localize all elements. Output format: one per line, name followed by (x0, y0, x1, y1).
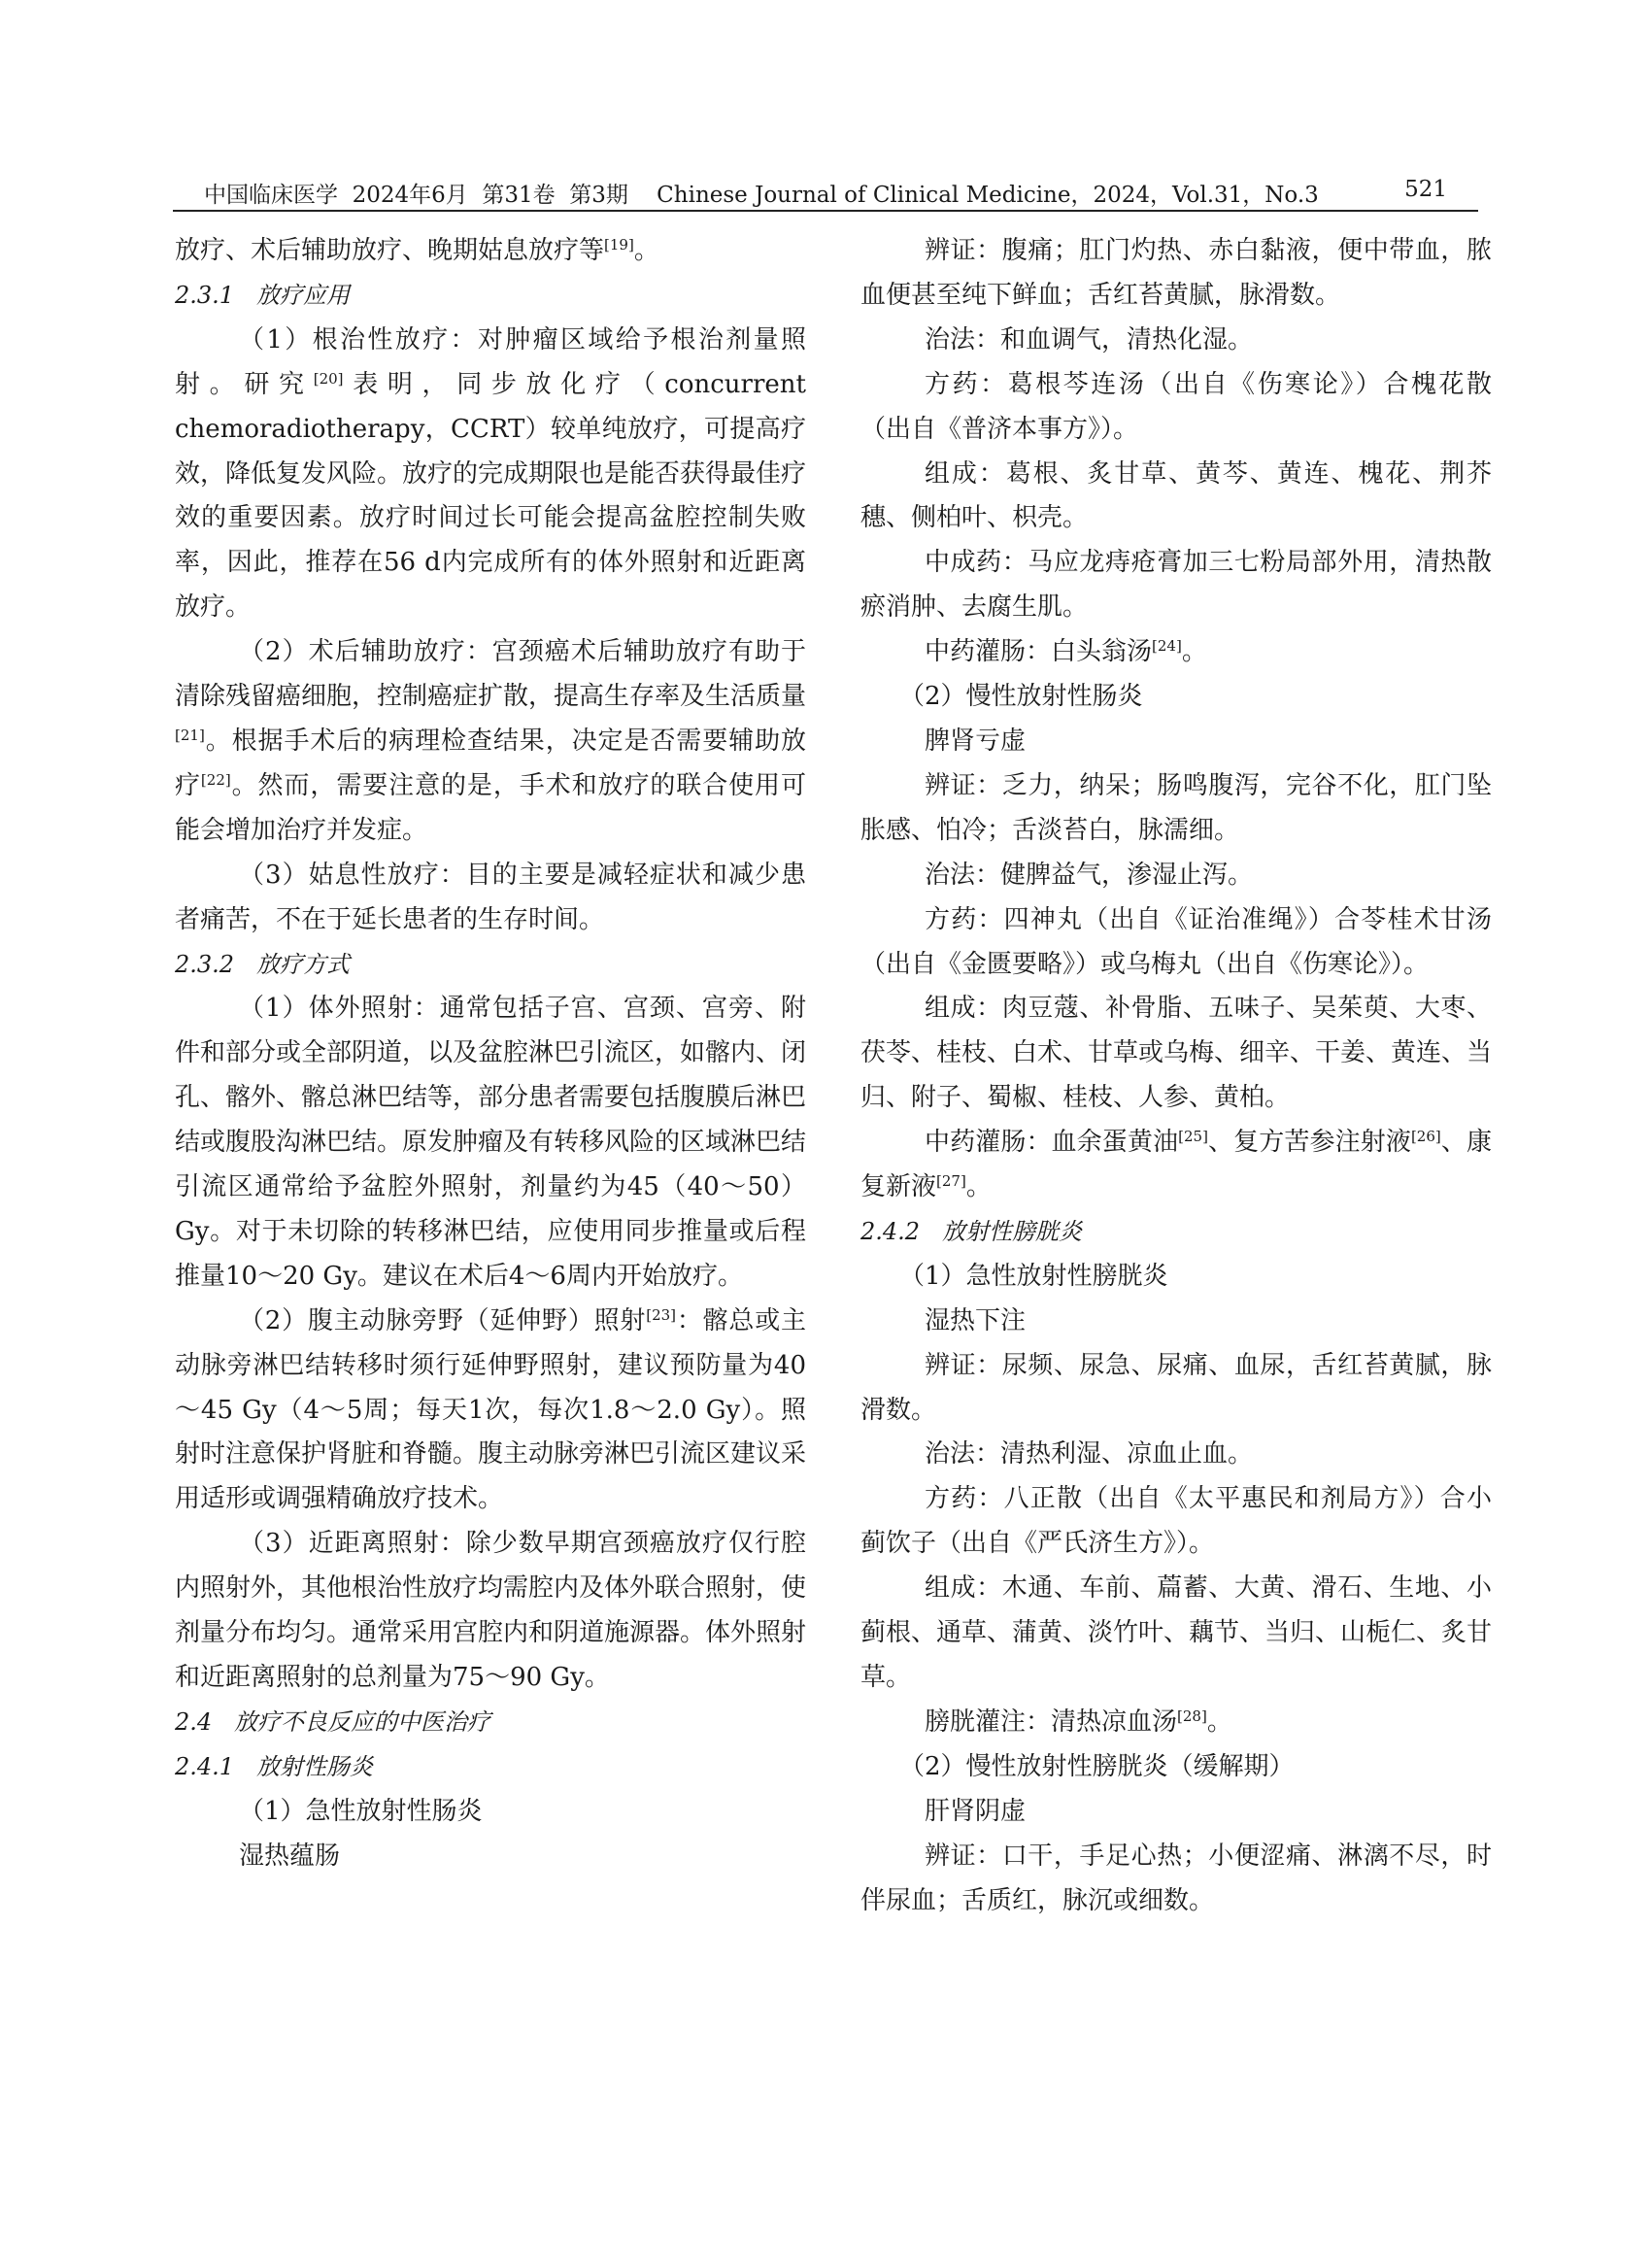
paragraph-text: 方药：葛根芩连汤（出自《伤寒论》）合槐花散（出自《普济本事方》）。 (860, 369, 1492, 444)
citation-ref: [23] (646, 1305, 677, 1324)
paragraph-text: （2）慢性放射性肠炎 (899, 682, 1143, 712)
paragraph-text: 方药：八正散（出自《太平惠民和剂局方》）合小蓟饮子（出自《严氏济生方》）。 (860, 1484, 1492, 1559)
paragraph-text: （2）慢性放射性膀胱炎（缓解期） (899, 1751, 1295, 1781)
paragraph-text: （1）急性放射性膀胱炎 (899, 1261, 1168, 1291)
paragraph (860, 1433, 1492, 1477)
paragraph (175, 987, 806, 1299)
paragraph (175, 630, 806, 854)
paragraph-text: ：髂总或主动脉旁淋巴结转移时须行延伸野照射，建议预防量为40～45 Gy（4～5周；每天1次，每次1.8～2.0 Gy）。照射时注意保护肾脏和脊髓。腹主动脉旁淋巴引流区建议采用适形或调强精确放疗技术。 (175, 1305, 807, 1514)
paragraph-text: （1）体外照射：通常包括子宫、宫颈、宫旁、附件和部分或全部阴道，以及盆腔淋巴引流区，如髂内、闭孔、髂外、髂总淋巴结等，部分患者需要包括腹膜后淋巴结或腹股沟淋巴结。原发肿瘤及有转移风险的区域淋巴结引流区通常给予盆腔外照射，剂量约为45（40～50）Gy。对于未切除的转移淋巴结，应使用同步推量或后程推量10～20 Gy。建议在术后4～6周内开始放疗。 (175, 994, 807, 1291)
section-heading (175, 1701, 806, 1745)
paragraph (860, 630, 1492, 675)
paragraph (860, 1477, 1492, 1567)
paragraph-text: 治法：和血调气，清热化湿。 (925, 324, 1254, 355)
paragraph (860, 1701, 1492, 1745)
paragraph-text: 组成：肉豆蔻、补骨脂、五味子、吴茱萸、大枣、茯苓、桂枝、白术、甘草或乌梅、细辛、干姜、黄连、当归、附子、蜀椒、桂枝、人参、黄柏。 (860, 994, 1493, 1113)
paragraph-text: 中药灌肠：白头翁汤 (925, 637, 1153, 667)
paragraph (860, 363, 1492, 453)
citation-ref: [21] (175, 726, 205, 744)
paragraph (860, 854, 1492, 898)
journal-citation: 中国临床医学 2024年6月 第31卷 第3期 Chinese Journal of Clinical Medicine，2024，Vol.31，No.3 (204, 183, 1319, 208)
paragraph (860, 1255, 1492, 1300)
citation-ref: [22] (200, 770, 231, 789)
paragraph-text: 2.4.2 放射性膀胱炎 (860, 1217, 1082, 1245)
paragraph-text: 湿热蕴肠 (239, 1841, 341, 1871)
paragraph-text: （3）近距离照射：除少数早期宫颈癌放疗仅行腔内照射外，其他根治性放疗均需腔内及体外联合照射，使剂量分布均匀。通常采用宫腔内和阴道施源器。体外照射和近距离照射的总剂量为75～90 Gy。 (175, 1529, 807, 1692)
paragraph (175, 229, 806, 274)
header-rule (173, 210, 1478, 212)
paragraph (860, 675, 1492, 720)
paragraph-text: 膀胱灌注：清热凉血汤 (925, 1706, 1178, 1737)
paragraph-text: 。 (633, 236, 659, 265)
paragraph (860, 319, 1492, 363)
paragraph-text: 辨证：乏力，纳呆；肠鸣腹泻，完谷不化，肛门坠胀感、怕冷；舌淡苔白，脉濡细。 (860, 770, 1492, 845)
citation-ref: [28] (1177, 1706, 1207, 1725)
right-column (860, 229, 1492, 1923)
paragraph-text: 脾肾亏虚 (925, 726, 1027, 756)
paragraph-text: （1）根治性放疗：对肿瘤区域给予根治剂量照射。研究 (175, 324, 806, 399)
paragraph (860, 1790, 1492, 1835)
paragraph-text: 2.4.1 放射性肠炎 (175, 1752, 373, 1780)
paragraph-text: 辨证：口干，手足心热；小便涩痛、淋漓不尽，时伴尿血；舌质红，脉沉或细数。 (860, 1841, 1492, 1915)
paragraph (175, 854, 806, 943)
paragraph (860, 1567, 1492, 1701)
paragraph (860, 453, 1492, 542)
paragraph-text: 治法：清热利湿、凉血止血。 (925, 1439, 1254, 1470)
paragraph (860, 1300, 1492, 1344)
paragraph-text: 2.4 放疗不良反应的中医治疗 (175, 1707, 491, 1736)
paragraph (860, 898, 1492, 988)
paragraph-text: 。然而，需要注意的是，手术和放疗的联合使用可能会增加治疗并发症。 (175, 770, 806, 845)
paragraph-text: 。 (965, 1172, 992, 1202)
citation-ref: [24] (1152, 637, 1182, 656)
paragraph-text: 表明，同步放化疗（concurrent chemoradiotherapy，CCRT）较单纯放疗，可提高疗效，降低复发风险。放疗的完成期限也是能否获得最佳疗效的重要因素。放疗时间过长可能会提高盆腔控制失败率，因此，推荐在56 d内完成所有的体外照射和近距离放疗。 (175, 369, 807, 623)
paragraph (860, 1121, 1492, 1210)
section-heading (175, 274, 806, 319)
paragraph (860, 541, 1492, 630)
paragraph-text: （2）术后辅助放疗：宫颈癌术后辅助放疗有助于清除残留癌细胞，控制癌症扩散，提高生存率及生活质量 (175, 637, 807, 712)
running-header (173, 173, 1478, 212)
paragraph-text: 。 (1181, 637, 1207, 667)
paragraph (175, 1835, 806, 1879)
paragraph-text: 湿热下注 (925, 1305, 1027, 1335)
left-column (175, 229, 806, 1879)
section-heading (860, 1210, 1492, 1255)
page-number: 521 (1404, 177, 1447, 202)
paragraph-text: 辨证：尿频、尿急、尿痛、血尿，舌红苔黄腻，脉滑数。 (860, 1350, 1492, 1425)
paragraph-text: 放疗、术后辅助放疗、晚期姑息放疗等 (175, 236, 605, 265)
paragraph-text: 2.3.1 放疗应用 (175, 281, 350, 309)
citation-ref: [25] (1178, 1128, 1208, 1146)
citation-ref: [20] (313, 369, 344, 388)
paragraph (860, 229, 1492, 319)
paragraph-text: 。 (1206, 1706, 1232, 1737)
paragraph (175, 1300, 806, 1523)
paragraph-text: （3）姑息性放疗：目的主要是减轻症状和减少患者痛苦，不在于延长患者的生存时间。 (175, 860, 806, 934)
citation-ref: [27] (936, 1172, 966, 1191)
paragraph-text: 、康复新液 (860, 1128, 1492, 1202)
section-heading (175, 1745, 806, 1790)
paragraph (175, 319, 806, 630)
paragraph-text: 组成：木通、车前、萹蓄、大黄、滑石、生地、小蓟根、通草、蒲黄、淡竹叶、藕节、当归、山栀仁、炙甘草。 (860, 1573, 1493, 1692)
paragraph-text: 、复方苦参注射液 (1207, 1128, 1411, 1158)
paragraph-text: 辨证：腹痛；肛门灼热、赤白黏液，便中带血，脓血便甚至纯下鲜血；舌红苔黄腻，脉滑数。 (860, 236, 1492, 310)
paragraph-text: 2.3.2 放疗方式 (175, 950, 350, 978)
paragraph-text: 肝肾阴虚 (925, 1796, 1027, 1826)
paragraph-text: 方药：四神丸（出自《证治准绳》）合苓桂术甘汤（出自《金匮要略》）或乌梅丸（出自《伤寒论》）。 (860, 904, 1492, 979)
paragraph-text: （2）腹主动脉旁野（延伸野）照射 (239, 1305, 647, 1335)
paragraph-text: 组成：葛根、炙甘草、黄芩、黄连、槐花、荆芥穗、侧柏叶、枳壳。 (860, 458, 1492, 533)
paragraph (860, 1344, 1492, 1434)
paragraph-text: 治法：健脾益气，渗湿止泻。 (925, 860, 1254, 890)
section-heading (175, 943, 806, 988)
citation-ref: [26] (1410, 1128, 1441, 1146)
paragraph (860, 764, 1492, 854)
paragraph-text: （1）急性放射性肠炎 (239, 1796, 483, 1826)
paragraph-text: 。根据手术后的病理检查结果，决定是否需要辅助放疗 (175, 726, 806, 800)
citation-ref: [19] (604, 236, 634, 253)
paragraph (175, 1522, 806, 1701)
paragraph (860, 720, 1492, 764)
paragraph (175, 1790, 806, 1835)
paragraph-text: 中药灌肠：血余蛋黄油 (925, 1128, 1179, 1158)
paragraph (860, 1745, 1492, 1790)
paragraph (860, 987, 1492, 1121)
paragraph (860, 1835, 1492, 1924)
paragraph-text: 中成药：马应龙痔疮膏加三七粉局部外用，清热散瘀消肿、去腐生肌。 (860, 548, 1492, 623)
